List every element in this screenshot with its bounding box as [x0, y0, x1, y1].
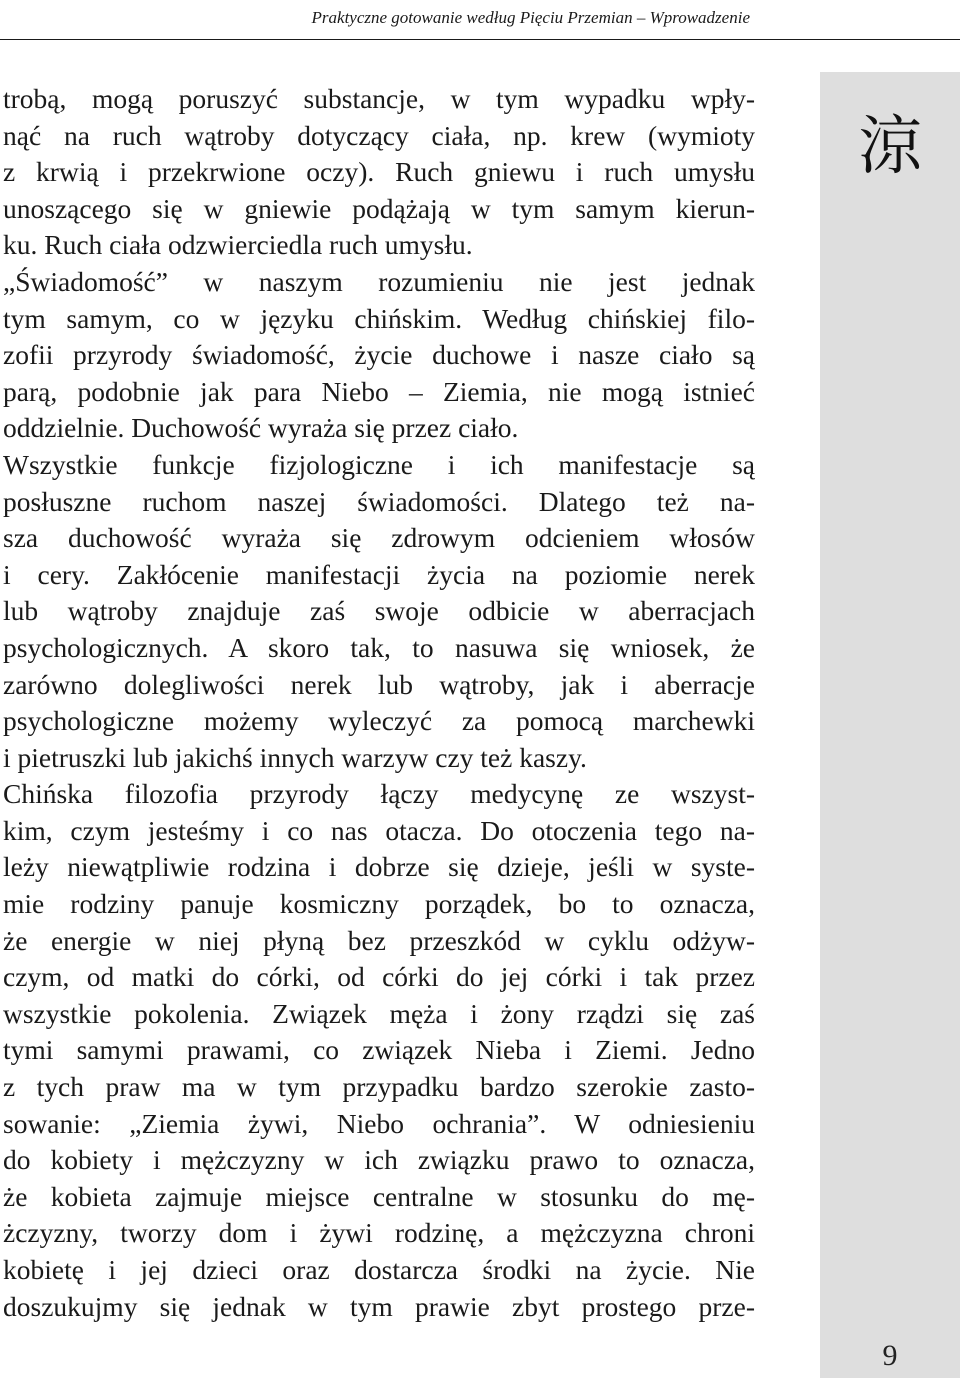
text-line: z tych praw ma w tym przypadku bardzo szerokie zasto- — [3, 1071, 755, 1103]
text-line: tym samym, co w języku chińskim. Według chińskiej filo- — [3, 302, 755, 334]
running-header — [0, 0, 960, 40]
text-line: lub wątroby znajduje zaś swoje odbicie w aberracjach — [3, 595, 755, 627]
side-tab — [820, 72, 960, 1378]
text-line: zofii przyrody świadomość, życie duchowe i nasze ciało są — [3, 339, 755, 371]
text-line: parą, podobnie jak para Niebo – Ziemia, nie mogą istnieć — [3, 375, 755, 407]
text-line: „Świadomość” w naszym rozumieniu nie jest jednak — [3, 265, 755, 297]
text-line: oddzielnie. Duchowość wyraża się przez ciało. — [3, 412, 519, 444]
text-line: trobą, mogą poruszyć substancje, w tym wypadku wpły- — [3, 83, 755, 114]
text-line: tymi samymi prawami, co związek Nieba i Ziemi. Jedno — [3, 1034, 755, 1066]
text-line: unoszącego się w gniewie podążają w tym samym kierun- — [3, 192, 755, 224]
text-line: z krwią i przekrwione oczy). Ruch gniewu i ruch umysłu — [3, 156, 755, 188]
text-line: Chińska filozofia przyrody łączy medycynę ze wszyst- — [3, 778, 755, 810]
text-line: nąć na ruch wątroby dotyczący ciała, np. krew (wymioty — [3, 119, 755, 151]
text-line: że energie w niej płyną bez przeszkód w cyklu odżyw- — [3, 924, 755, 956]
text-line: zarówno dolegliwości nerek lub wątroby, jak i aberracje — [3, 668, 755, 700]
text-line: leży niewątpliwie rodzina i dobrze się dzieje, jeśli w syste- — [3, 851, 755, 883]
text-line: psychologiczne możemy wyleczyć za pomocą marchewki — [3, 705, 755, 737]
text-line: psychologicznych. A skoro tak, to nasuwa się wniosek, że — [3, 631, 755, 663]
text-line: ku. Ruch ciała odzwierciedla ruch umysłu. — [3, 229, 473, 261]
text-line: sowanie: „Ziemia żywi, Niebo ochrania”. W odniesieniu — [3, 1107, 755, 1139]
running-title: Praktyczne gotowanie według Pięciu Przemian – Wprowadzenie — [311, 8, 750, 27]
text-line: wszystkie pokolenia. Związek męża i żony rządzi się zaś — [3, 997, 755, 1029]
text-line: kobietę i jej dzieci oraz dostarcza środki na życie. Nie — [3, 1254, 755, 1285]
text-line: czym, od matki do córki, od córki do jej córki i tak przez — [3, 961, 755, 993]
text-line: doszukujmy się jednak w tym prawie zbyt prostego prze- — [3, 1290, 755, 1322]
text-line: Wszystkie funkcje fizjologiczne i ich manifestacje są — [3, 448, 755, 480]
text-line: i cery. Zakłócenie manifestacji życia na poziomie nerek — [3, 558, 755, 590]
text-line: do kobiety i mężczyzny w ich związku prawo to oznacza, — [3, 1144, 755, 1176]
text-line: żczyzny, tworzy dom i żywi rodzinę, a mężczyzna chroni — [3, 1217, 755, 1249]
text-line: sza duchowość wyraża się zdrowym odcieniem włosów — [3, 522, 755, 554]
page-number: 9 — [882, 1339, 898, 1372]
text-line: mie rodziny panuje kosmiczny porządek, bo to oznacza, — [3, 888, 755, 920]
text-line: że kobieta zajmuje miejsce centralne w stosunku do mę- — [3, 1180, 755, 1212]
chinese-character: 涼 — [858, 110, 922, 184]
body-text — [3, 81, 755, 1325]
text-line: posłuszne ruchom naszej świadomości. Dlatego też na- — [3, 485, 755, 517]
text-line: i pietruszki lub jakichś innych warzyw czy też kaszy. — [3, 741, 587, 773]
text-line: kim, czym jesteśmy i co nas otacza. Do otoczenia tego na- — [3, 814, 755, 846]
